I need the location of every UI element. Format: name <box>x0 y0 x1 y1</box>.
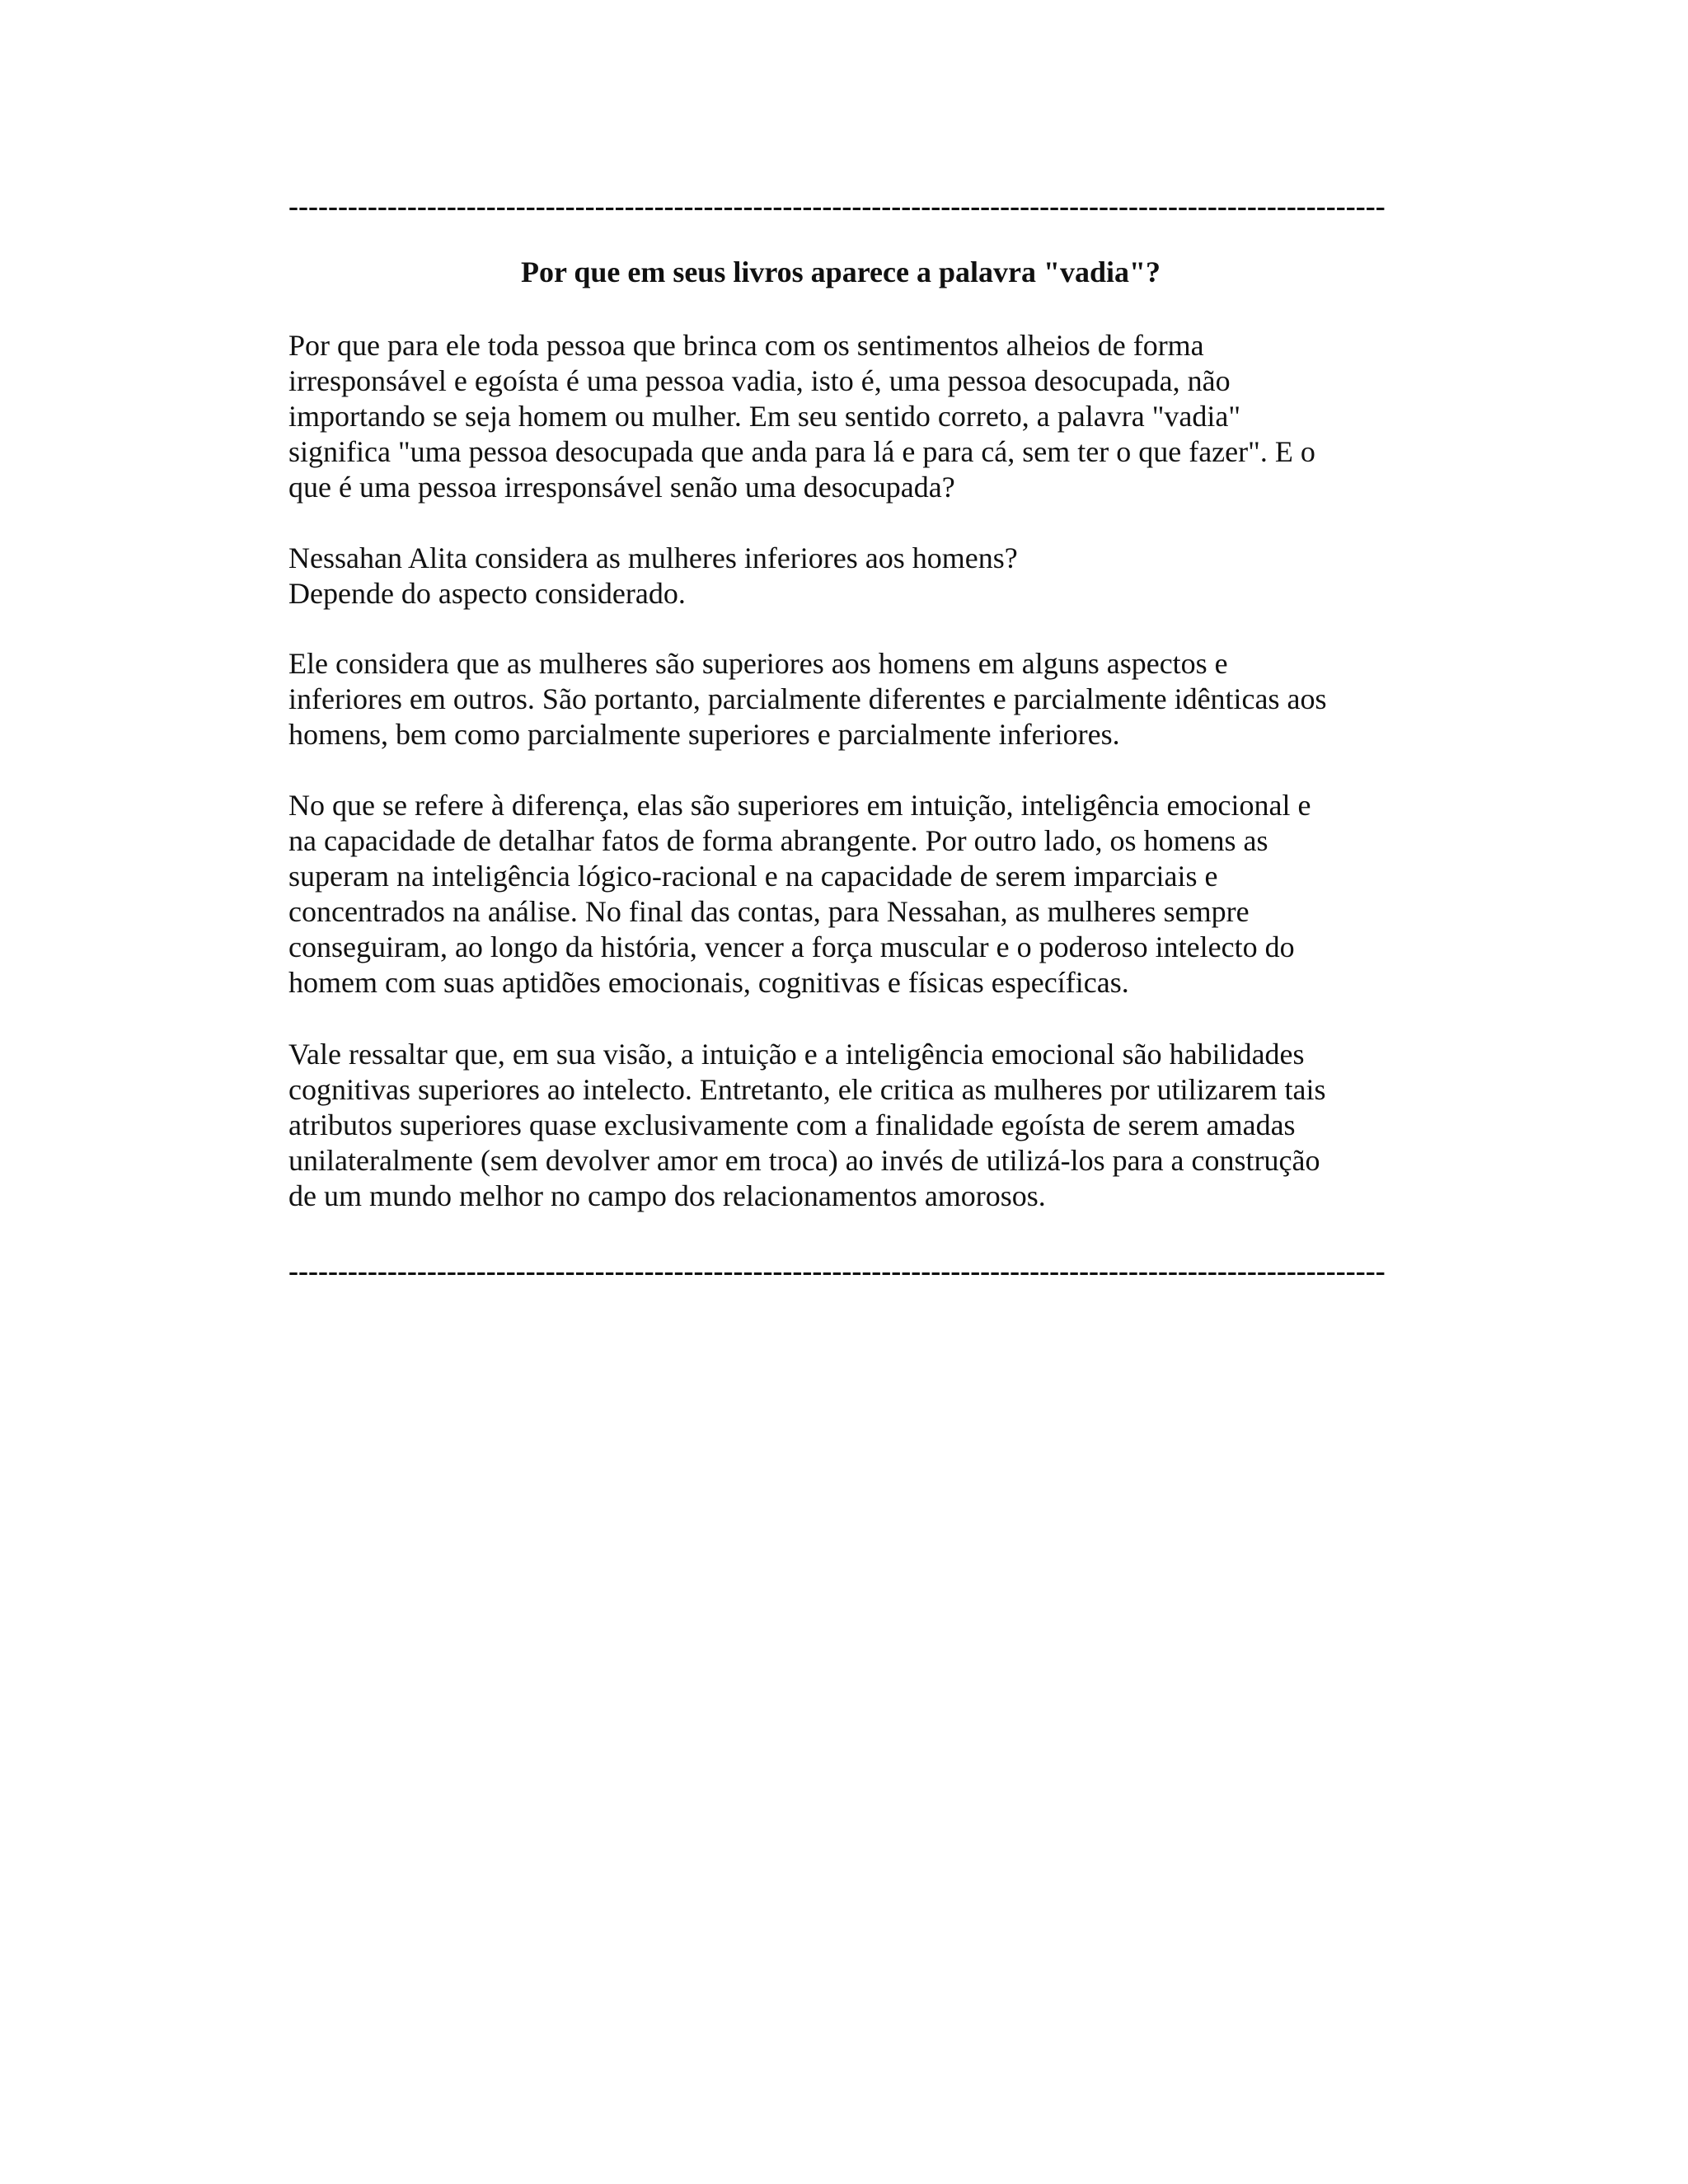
paragraph-line: unilateralmente (sem devolver amor em troca) ao invés de utilizá-los para a construção <box>288 1144 1320 1177</box>
paragraph-line: superam na inteligência lógico-racional e na capacidade de serem imparciais e <box>288 860 1218 893</box>
paragraph-line: Ele considera que as mulheres são superiores aos homens em alguns aspectos e <box>288 647 1228 680</box>
paragraph-line: atributos superiores quase exclusivamente com a finalidade egoísta de serem amadas <box>288 1108 1296 1141</box>
paragraph-line: importando se seja homem ou mulher. Em seu sentido correto, a palavra "vadia" <box>288 400 1241 433</box>
paragraph-line: No que se refere à diferença, elas são superiores em intuição, inteligência emocional e <box>288 789 1311 822</box>
paragraph-line: de um mundo melhor no campo dos relacionamentos amorosos. <box>288 1179 1046 1212</box>
paragraph-line: cognitivas superiores ao intelecto. Entretanto, ele critica as mulheres por utilizarem tais <box>288 1073 1326 1106</box>
paragraph-line: inferiores em outros. São portanto, parcialmente diferentes e parcialmente idênticas aos <box>288 682 1327 715</box>
paragraph-line: na capacidade de detalhar fatos de forma abrangente. Por outro lado, os homens as <box>288 824 1268 857</box>
paragraph-line: significa "uma pessoa desocupada que anda para lá e para cá, sem ter o que fazer". E o <box>288 435 1315 468</box>
paragraph-3 <box>288 646 1393 752</box>
paragraph-2 <box>288 541 1393 612</box>
paragraph-line: Vale ressaltar que, em sua visão, a intuição e a inteligência emocional são habilidades <box>288 1038 1305 1071</box>
separator-rule-top: --------------------------------------------------------------------------------------------------------------- <box>288 190 1386 223</box>
paragraph-line: que é uma pessoa irresponsável senão uma desocupada? <box>288 471 955 504</box>
paragraph-line: irresponsável e egoísta é uma pessoa vadia, isto é, uma pessoa desocupada, não <box>288 364 1231 397</box>
paragraph-line: homens, bem como parcialmente superiores e parcialmente inferiores. <box>288 718 1120 751</box>
paragraph-5 <box>288 1037 1393 1214</box>
question-heading: Por que em seus livros aparece a palavra "vadia"? <box>521 255 1160 288</box>
paragraph-1 <box>288 328 1393 505</box>
paragraph-line: Depende do aspecto considerado. <box>288 577 686 610</box>
paragraph-line: concentrados na análise. No final das contas, para Nessahan, as mulheres sempre <box>288 895 1250 928</box>
paragraph-4 <box>288 788 1393 1001</box>
paragraph-line: conseguiram, ao longo da história, vencer a força muscular e o poderoso intelecto do <box>288 930 1295 963</box>
separator-rule-bottom: --------------------------------------------------------------------------------------------------------------- <box>288 1254 1386 1287</box>
paragraph-line: Por que para ele toda pessoa que brinca com os sentimentos alheios de forma <box>288 329 1204 362</box>
paragraph-line: Nessahan Alita considera as mulheres inferiores aos homens? <box>288 541 1018 574</box>
paragraph-line: homem com suas aptidões emocionais, cognitivas e físicas específicas. <box>288 966 1129 999</box>
